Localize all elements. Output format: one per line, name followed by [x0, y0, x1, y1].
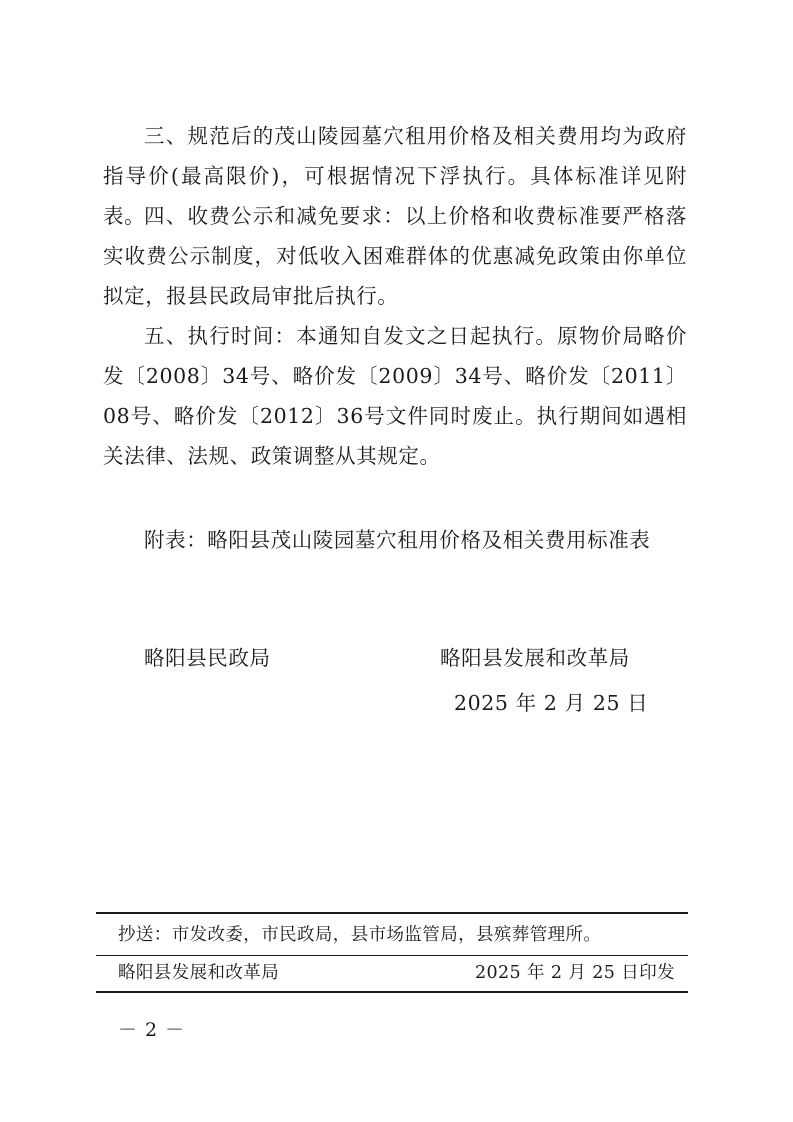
footer-divider-bottom: [96, 991, 688, 993]
print-date: 2025 年 2 月 25 日印发: [474, 963, 675, 983]
issuing-office: 略阳县发展和改革局: [118, 963, 280, 983]
signature-development-reform-bureau: 略阳县发展和改革局: [440, 646, 630, 670]
attachment-note: 附表：略阳县茂山陵园墓穴租用价格及相关费用标准表: [144, 528, 651, 552]
footer-divider-top: [96, 912, 688, 914]
signature-date: 2025 年 2 月 25 日: [454, 691, 649, 715]
cc-recipients: 抄送：市发改委，市民政局，县市场监管局，县殡葬管理所。: [118, 925, 602, 945]
signature-civil-affairs-bureau: 略阳县民政局: [144, 646, 271, 670]
footer-divider-middle: [96, 955, 688, 956]
paragraph-pricing-policy: 三、规范后的茂山陵园墓穴租用价格及相关费用均为政府指导价(最高限价)，可根据情况下浮执行。具体标准详见附表。: [103, 124, 687, 228]
paragraph-fee-disclosure: 四、收费公示和减免要求：以上价格和收费标准要严格落实收费公示制度，对低收入困难群体的优惠减免政策由你单位拟定，报县民政局审批后执行。: [103, 204, 687, 308]
paragraph-effective-date: 五、执行时间：本通知自发文之日起执行。原物价局略价发〔2008〕34号、略价发〔2009〕34号、略价发〔2011〕08号、略价发〔2012〕36号文件同时废止。执行期间如遇相关法律、法规、政策调整从其规定。: [103, 324, 687, 468]
page-number: － 2 －: [118, 1019, 186, 1041]
